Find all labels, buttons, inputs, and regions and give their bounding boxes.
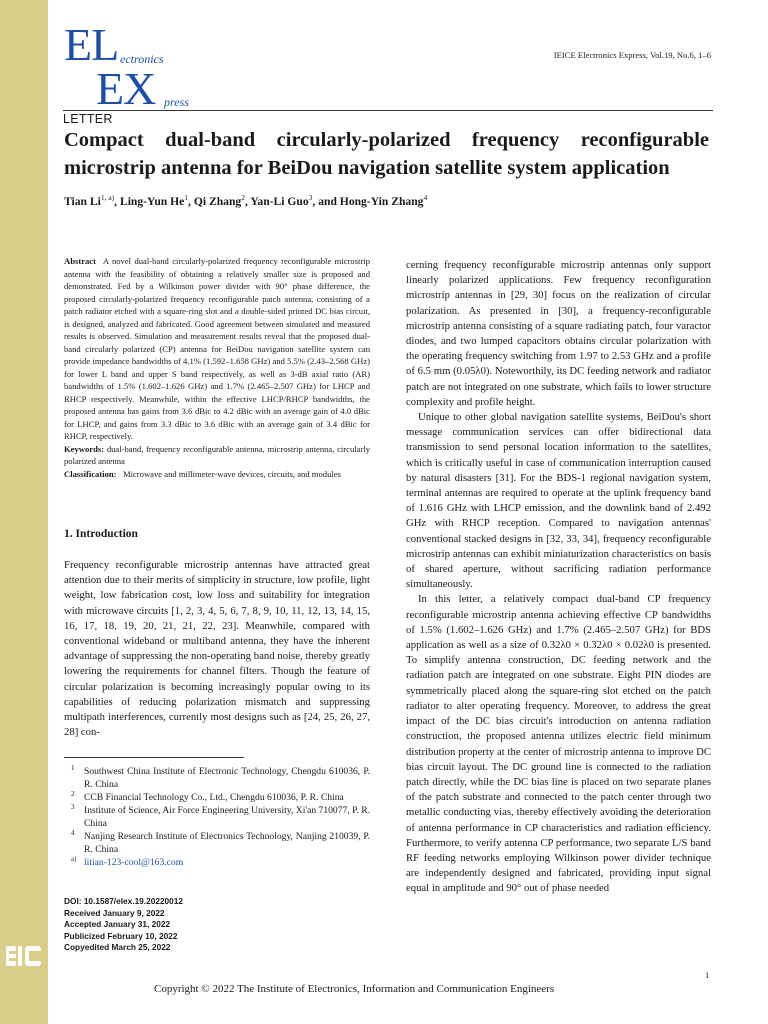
classification-label: Classification: (64, 468, 117, 479)
logo-el-subtitle: ectronics (120, 52, 164, 66)
author-name: Qi Zhang (193, 194, 242, 208)
author-name: Hong-Yin Zhang (339, 194, 424, 208)
author-name: Yan-Li Guo (250, 194, 309, 208)
author-affiliation-mark: 1 (184, 193, 189, 202)
page-sidebar-strip (0, 0, 48, 1024)
eic-logo-icon (5, 943, 43, 969)
introduction-heading: 1. Introduction (64, 528, 138, 540)
author-separator: , (114, 194, 120, 208)
classification-text: Microwave and millimeter-wave devices, circuits, and modules (122, 468, 341, 479)
email-footnote: a) litian-123-cool@163.com (71, 855, 184, 868)
abstract-label: Abstract (64, 256, 96, 266)
page-number: 1 (705, 970, 710, 980)
body-paragraph: Frequency reconfigurable microstrip antennas have attracted great attention due to their merits of simplicity in structure, low profile, light weight, low fabrication cost, low loss and suitability for integration with microwave circuits [1, 2, 3, 4, 5, 6, 7, 8, 9, 10, 11, 12, 13, 14, 15, 16, 17, 18, 19, 20, 21, 21, 22, 23]. Meanwhile, compared with conventional wideband or multiband antenna, they have the inherent advantage of suppressing the non-operating band noise, thereby greatly lowering the requirements for channel filters. Though the feature of circular polarization is becoming increasingly popular owing to its capabilities of reducing polarization mismatch and suppressing multipath interferences, currently most designs such as [24, 25, 26, 27, 28] con- (64, 559, 370, 739)
footnote-item: 3 Institute of Science, Air Force Engineering University, Xi'an 710077, P. R. China (71, 803, 370, 829)
keywords-text: dual-band, frequency reconfigurable antenna, microstrip antenna, circularly polarized antenna (64, 443, 371, 466)
copyright-notice: Copyright © 2022 The Institute of Electronics, Information and Communication Engineers (154, 983, 555, 995)
author-name: Tian Li (64, 194, 101, 208)
author-separator: , (244, 194, 251, 208)
author-separator: , (188, 194, 194, 208)
footnote-item: 2 CCB Financial Technology Co., Ltd., Chengdu 610036, P. R. China (71, 790, 344, 803)
author-affiliation-mark: 2 (241, 193, 245, 202)
abstract-block (64, 255, 370, 480)
footnote-divider (64, 757, 244, 758)
copyedited-date: Copyedited March 25, 2022 (64, 942, 171, 953)
article-metadata (64, 896, 183, 954)
author-affiliation-mark: 1, a) (100, 193, 115, 202)
keywords-label: Keywords: (64, 443, 105, 454)
email-link[interactable]: litian-123-cool@163.com (84, 857, 184, 868)
right-column-body (406, 258, 711, 897)
accepted-date: Accepted January 31, 2022 (64, 919, 171, 930)
footnote-item: 4 Nanjing Research Institute of Electronics Technology, Nanjing 210039, P. R. China (71, 829, 370, 855)
publicized-date: Publicized February 10, 2022 (64, 930, 178, 941)
author-list (64, 193, 427, 208)
logo-el: EL (64, 19, 119, 70)
author-separator: , and (312, 194, 340, 208)
abstract-text: A novel dual-band circularly-polarized frequency reconfigurable microstrip antenna with the feasibility of obtaining a relatively smaller size is proposed and demonstrated. Fed by a Wilkinson power divider with 90° phase difference, the proposed circularly-polarized frequency reconfigurable patch antenna, consisting of a patch radiator etched with a square-ring slot and a double-sided printed DC bias circuit, is designed, analyzed and fabricated. Good agreement between simulated and measured results is observed. Simulation and measurement results reveal that the proposed dual-band circularly polarized (CP) antenna for BeiDou navigation satellite system can provide impedance bandwidths of 4.1% (1.592–1.658 GHz) and 5.5% (2.43–2.568 GHz) for lower L band and upper S band respectively, as well as 3-dB axial ratio (AR) bandwidths of 1.5% (1.602–1.626 GHz) and 1.7% (2.465–2.507 GHz) for LHCP and RHCP respectively. Meanwhile, within the effective LHCP/RHCP bandwidths, the proposed antenna has gains from 3.6 dBic to 4.2 dBic with an average gain of 4.0 dBic for LHCP, and gains from 3.3 dBic to 3.6 dBic with an average gain of 3.4 dBic for RHCP, respectively. (64, 256, 370, 441)
logo-ex: EX (96, 63, 156, 114)
author-name: Ling-Yun He (119, 194, 185, 208)
author-affiliation-mark: 4 (423, 193, 428, 202)
journal-logo (64, 20, 204, 112)
logo-ex-subtitle: press (164, 95, 189, 109)
received-date: Received January 9, 2022 (64, 907, 165, 918)
footnote-item: 1 Southwest China Institute of Electronic Technology, Chengdu 610036, P. R. China (71, 764, 370, 790)
body-paragraph: In this letter, a relatively compact dual-band CP frequency reconfigurable microstrip antenna achieving effective CP bandwidths of 1.5% (1.602–1.626 GHz) and 1.7% (2.465–2.507 GHz) for BDS application as well as a size of 0.32λ0 × 0.32λ0 × 0.02λ0 is presented. To simplify antenna construction, DC feeding network and the radiation patch are integrated on one substrate. Eight PIN diodes are symmetrically placed along the square-ring slot etched on the patch radiator to alter operating frequency. Moreover, to address the great impact of the DC bias circuit's introduction on antenna radiation construction, the proposed antenna utilizes electric field minimum distribution property at the center of microstrip antenna to improve DC bias circuit layout. The DC ground line is connected to the radiation patch directly, while the DC bias line is placed on two separate planes of the patch substrate and connected to the patch center through two metallic conducting vias, thereby effectively avoiding the deterioration of antenna performance in CP characteristics and radiation efficiency. Furthermore, to verify antenna CP performance, two separate L/S band RF feeding networks employing Wilkinson power divider technique are independently designed and fabricated, providing input signal equal in amplitude and 90° out of phase needed (406, 593, 711, 895)
left-column-body (64, 558, 370, 740)
affiliation-footnotes (64, 765, 370, 869)
body-paragraph: Unique to other global navigation satellite systems, BeiDou's short message communication services can offer bidirectional data transmission to send personal location information to the satellites, which is critically useful in case of communication interruption caused by natural disasters [31]. For the BDS-1 regional navigation system, terminal antennas are required to operate at the uplink frequency band of 1.616 GHz with LHCP emission, and the downlink band of 2.492 GHz with RHCP reception. Compared to navigation antennas' conventional stacked designs in [32, 33, 34], frequency reconfigurable microstrip antennas can exhibit miniaturization characteristics on basis of shared aperture, without sacrificing radiation performance simultaneously. (406, 411, 711, 591)
section-label: LETTER (63, 110, 713, 126)
doi-link[interactable]: DOI: 10.1587/elex.19.20220012 (64, 896, 184, 906)
body-paragraph: cerning frequency reconfigurable microstrip antennas only support linearly polarized applications. Few frequency reconfiguration microstrip antennas in [29, 30] focus on the realization of circular polarization. As presented in [30], a frequency-reconfigurable microstrip antenna consisting of a square radiating patch, four varactor diodes, and two lumped capacitors obtains circular polarization with the operating frequency switching from 1.97 to 2.53 GHz and a profile of 6.5 mm (0.05λ0). Noteworthily, its DC feeding network and radiator patch are not integrated on one substrate, which fails to lower structure complexity and profile height. (406, 259, 711, 408)
paper-title: Compact dual-band circularly-polarized frequency reconfigurable microstrip antenna for BeiDou navigation satellite system application (64, 129, 709, 179)
author-affiliation-mark: 3 (308, 193, 313, 202)
journal-reference: IEICE Electronics Express, Vol.19, No.6, 1–6 (553, 50, 711, 60)
